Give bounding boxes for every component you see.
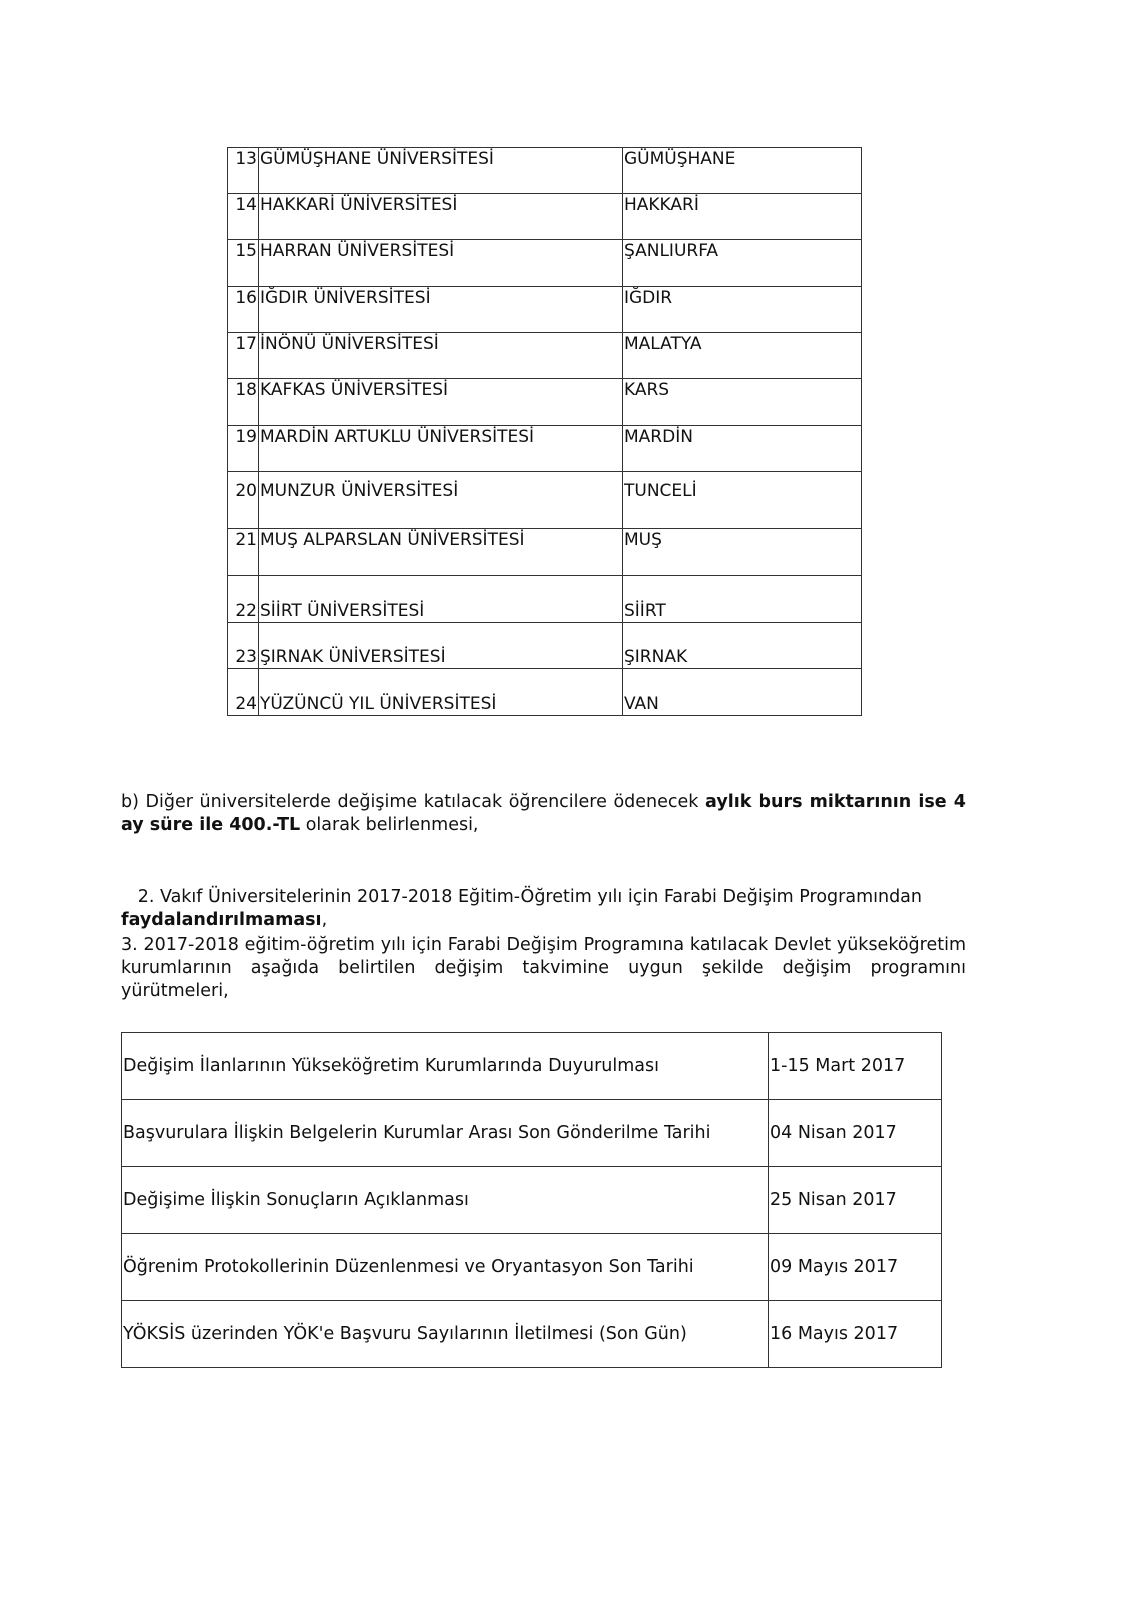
paragraph-item-2-bold: faydalandırılmaması: [121, 910, 322, 930]
university-name: HARRAN ÜNİVERSİTESİ: [259, 240, 623, 287]
university-name: KAFKAS ÜNİVERSİTESİ: [259, 379, 623, 426]
university-name: YÜZÜNCÜ YIL ÜNİVERSİTESİ: [259, 669, 623, 716]
row-number: 23: [228, 623, 259, 669]
calendar-event: YÖKSİS üzerinden YÖK'e Başvuru Sayılarının İletilmesi (Son Gün): [122, 1301, 769, 1368]
paragraph-b-text-end: olarak belirlenmesi,: [300, 815, 479, 835]
city-name: KARS: [623, 379, 862, 426]
table-row: [122, 1100, 942, 1167]
university-name: İNÖNÜ ÜNİVERSİTESİ: [259, 333, 623, 379]
table-row: [228, 529, 862, 576]
paragraph-b-text: b) Diğer üniversitelerde değişime katılacak öğrencilere ödenecek: [121, 792, 706, 812]
calendar-date: 16 Mayıs 2017: [769, 1301, 942, 1368]
university-name: HAKKARİ ÜNİVERSİTESİ: [259, 194, 623, 240]
paragraph-item-2: [121, 863, 966, 932]
table-row: [228, 240, 862, 287]
university-name: IĞDIR ÜNİVERSİTESİ: [259, 287, 623, 333]
paragraph-b: [121, 791, 966, 837]
university-table: [227, 147, 862, 716]
paragraph-item-3: [121, 934, 966, 1003]
table-row: [228, 148, 862, 194]
row-number: 13: [228, 148, 259, 194]
table-row: [228, 472, 862, 529]
calendar-event: Öğrenim Protokollerinin Düzenlenmesi ve Oryantasyon Son Tarihi: [122, 1234, 769, 1301]
paragraph-item-2-text: 2. Vakıf Üniversitelerinin 2017-2018 Eğitim-Öğretim yılı için Farabi Değişim Programından: [132, 887, 928, 907]
city-name: MARDİN: [623, 426, 862, 472]
calendar-event: Başvurulara İlişkin Belgelerin Kurumlar Arası Son Gönderilme Tarihi: [122, 1100, 769, 1167]
paragraph-b-bold: aylık burs miktarının ise 4 ay süre ile 400.-TL: [121, 792, 966, 835]
university-name: MARDİN ARTUKLU ÜNİVERSİTESİ: [259, 426, 623, 472]
table-row: [228, 287, 862, 333]
university-name: SİİRT ÜNİVERSİTESİ: [259, 576, 623, 623]
university-name: ŞIRNAK ÜNİVERSİTESİ: [259, 623, 623, 669]
table-row: [228, 333, 862, 379]
city-name: MALATYA: [623, 333, 862, 379]
table-row: [122, 1167, 942, 1234]
row-number: 24: [228, 669, 259, 716]
university-name: GÜMÜŞHANE ÜNİVERSİTESİ: [259, 148, 623, 194]
row-number: 22: [228, 576, 259, 623]
table-row: [228, 194, 862, 240]
row-number: 15: [228, 240, 259, 287]
table-row: [228, 669, 862, 716]
university-name: MUNZUR ÜNİVERSİTESİ: [259, 472, 623, 529]
row-number: 20: [228, 472, 259, 529]
table-row: [122, 1234, 942, 1301]
calendar-date: 04 Nisan 2017: [769, 1100, 942, 1167]
row-number: 16: [228, 287, 259, 333]
row-number: 19: [228, 426, 259, 472]
calendar-event: Değişim İlanlarının Yükseköğretim Kurumlarında Duyurulması: [122, 1033, 769, 1100]
row-number: 21: [228, 529, 259, 576]
calendar-event: Değişime İlişkin Sonuçların Açıklanması: [122, 1167, 769, 1234]
table-row: [228, 379, 862, 426]
city-name: MUŞ: [623, 529, 862, 576]
exchange-calendar-table: [121, 1032, 942, 1368]
city-name: HAKKARİ: [623, 194, 862, 240]
calendar-date: 09 Mayıs 2017: [769, 1234, 942, 1301]
calendar-date: 25 Nisan 2017: [769, 1167, 942, 1234]
table-row: [228, 426, 862, 472]
table-row: [122, 1033, 942, 1100]
city-name: GÜMÜŞHANE: [623, 148, 862, 194]
city-name: IĞDIR: [623, 287, 862, 333]
paragraph-item-3-text: 3. 2017-2018 eğitim-öğretim yılı için Farabi Değişim Programına katılacak Devlet yükseköğretim kurumlarının aşağıda belirtilen değişim takvimine uygun şekilde değişim programını yürütmeleri,: [121, 935, 966, 1001]
table-row: [228, 576, 862, 623]
city-name: TUNCELİ: [623, 472, 862, 529]
city-name: ŞANLIURFA: [623, 240, 862, 287]
university-name: MUŞ ALPARSLAN ÜNİVERSİTESİ: [259, 529, 623, 576]
table-row: [122, 1301, 942, 1368]
paragraph-item-2-text-end: ,: [321, 910, 328, 930]
calendar-date: 1-15 Mart 2017: [769, 1033, 942, 1100]
row-number: 14: [228, 194, 259, 240]
city-name: VAN: [623, 669, 862, 716]
row-number: 17: [228, 333, 259, 379]
city-name: ŞIRNAK: [623, 623, 862, 669]
city-name: SİİRT: [623, 576, 862, 623]
table-row: [228, 623, 862, 669]
row-number: 18: [228, 379, 259, 426]
